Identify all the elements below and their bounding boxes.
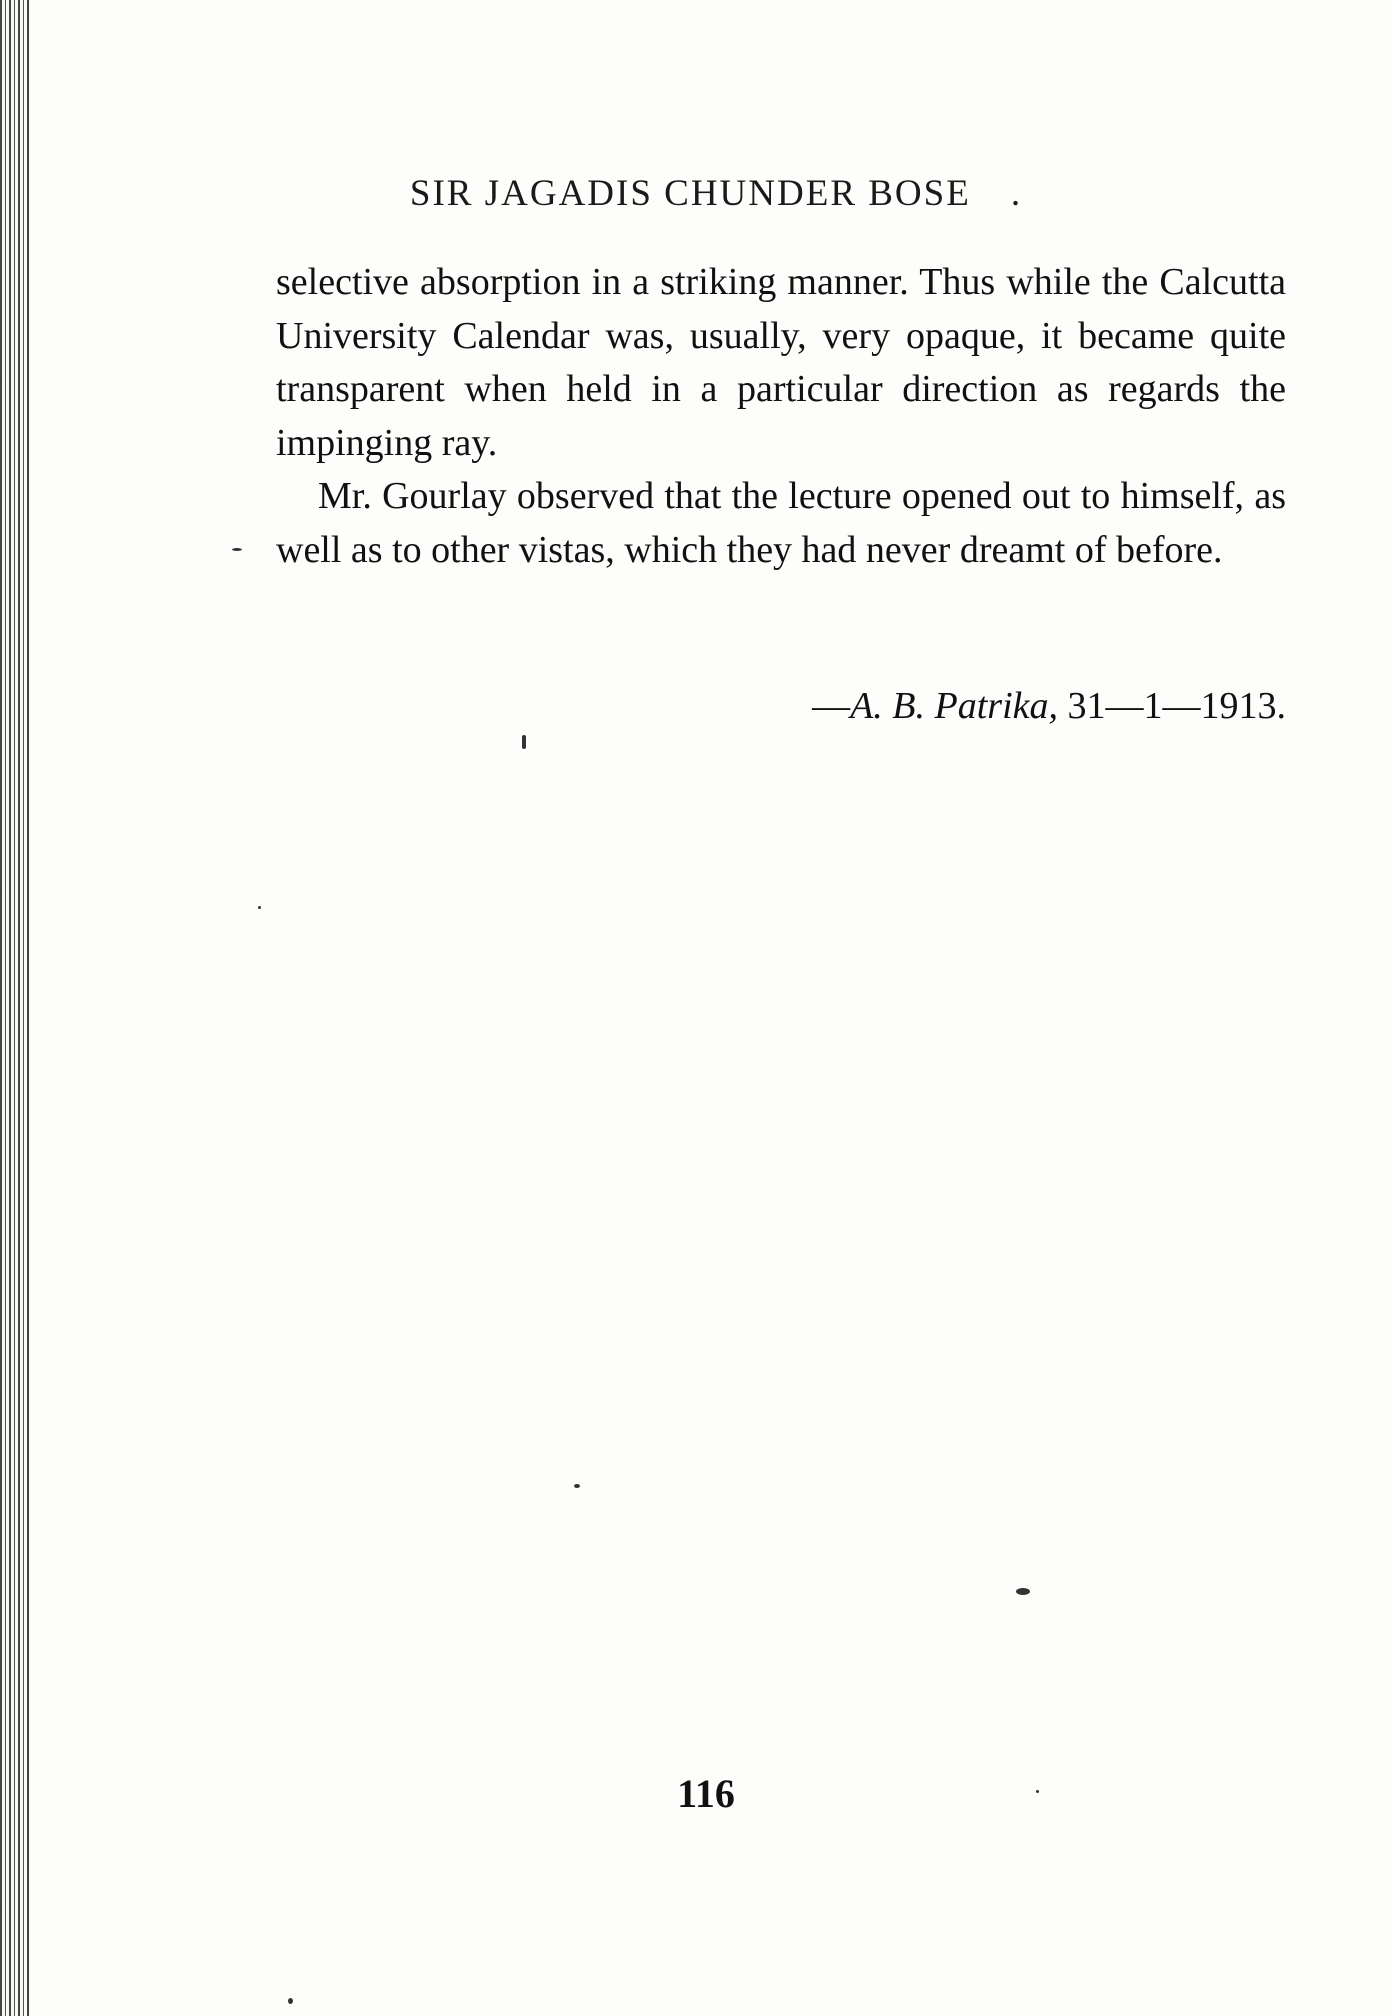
source-publication: A. B. Patrika, xyxy=(850,685,1058,727)
paragraph-1: selective absorption in a striking manner. Thus while the Calcutta University Calendar was, usually, very opaque, it became quite transparent when held in a particular direction as regards the impinging ray. xyxy=(276,261,1286,464)
scan-speck xyxy=(574,1484,580,1488)
scan-speck xyxy=(1016,1588,1030,1595)
page-number: 116 xyxy=(677,1771,735,1816)
scan-speck xyxy=(522,735,526,749)
running-head-text: SIR JAGADIS CHUNDER BOSE xyxy=(409,173,971,214)
scan-speck xyxy=(232,548,242,551)
scan-speck xyxy=(258,906,261,909)
body-text xyxy=(276,256,1286,577)
source-citation xyxy=(276,684,1286,728)
scan-speck xyxy=(288,1998,293,2004)
source-dash: — xyxy=(812,685,851,727)
paragraph-2: Mr. Gourlay observed that the lecture opened out to himself, as well as to other vistas, which they had never dreamt of before. xyxy=(276,475,1286,571)
running-head-mark: . xyxy=(1010,173,1023,214)
running-head xyxy=(0,172,1392,215)
binding-edge xyxy=(0,0,30,2016)
scan-speck xyxy=(1036,1790,1039,1793)
source-date: 31—1—1913. xyxy=(1067,685,1286,727)
